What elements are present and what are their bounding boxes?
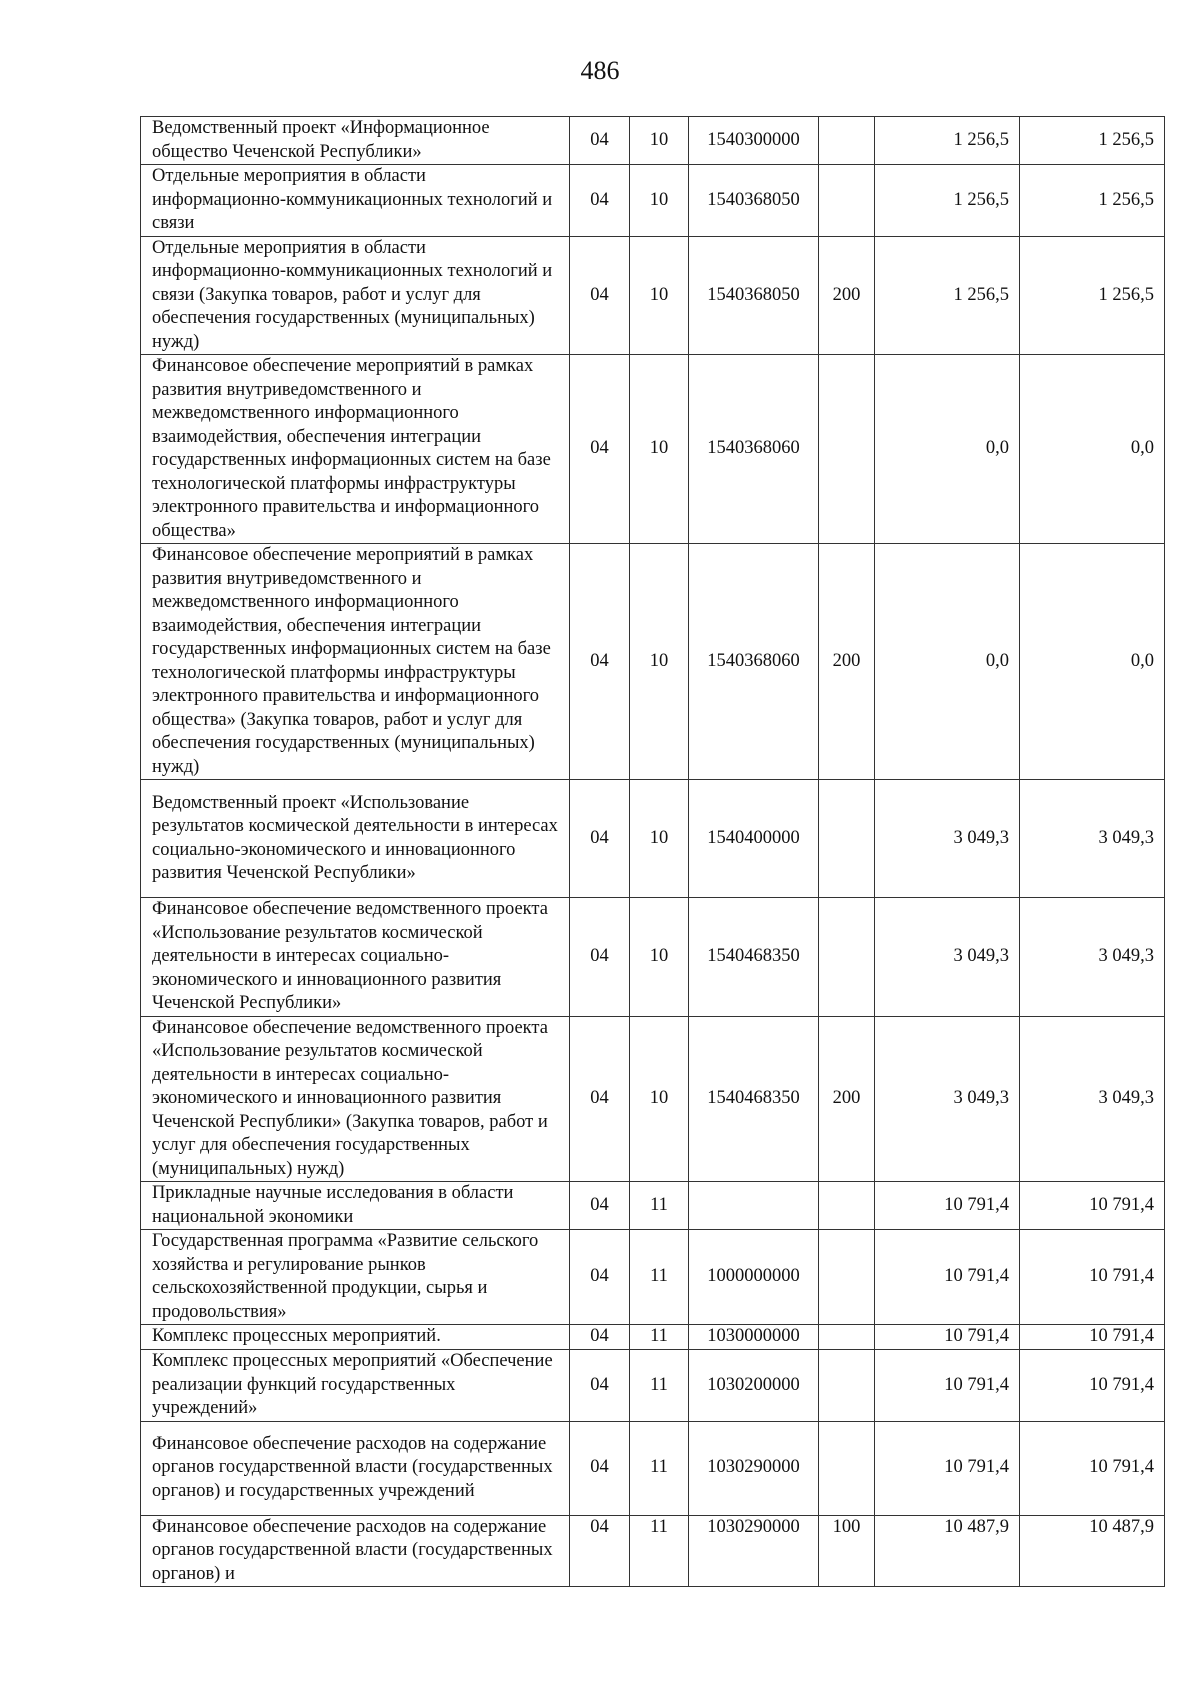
row-subsection-cell: 11: [630, 1421, 689, 1515]
row-amount-2-cell: 10 791,4: [1020, 1421, 1165, 1515]
row-amount-2-cell: 10 487,9: [1020, 1515, 1165, 1587]
table-row: [141, 165, 1165, 237]
row-section-cell: 04: [570, 1325, 630, 1350]
row-subsection-cell: 10: [630, 544, 689, 780]
row-amount-2-cell: 0,0: [1020, 544, 1165, 780]
table-row: [141, 1515, 1165, 1587]
row-amount-2-cell: 10 791,4: [1020, 1350, 1165, 1422]
row-amount-1-cell: 10 487,9: [875, 1515, 1020, 1587]
row-name-cell: Финансовое обеспечение расходов на содержание органов государственной власти (государственных органов) и государственных учреждений: [141, 1421, 570, 1515]
row-section-cell: 04: [570, 898, 630, 1017]
row-subsection-cell: 10: [630, 355, 689, 544]
row-target-article-cell: 1000000000: [689, 1230, 819, 1325]
row-name-cell: Государственная программа «Развитие сельского хозяйства и регулирование рынков сельскохозяйственной продукции, сырья и продовольствия»: [141, 1230, 570, 1325]
row-amount-2-cell: 10 791,4: [1020, 1325, 1165, 1350]
row-target-article-cell: 1540400000: [689, 780, 819, 898]
row-expense-type-cell: [819, 1182, 875, 1230]
row-subsection-cell: 10: [630, 1016, 689, 1182]
row-amount-2-cell: 3 049,3: [1020, 780, 1165, 898]
row-name-cell: Отдельные мероприятия в области информационно-коммуникационных технологий и связи (Закупка товаров, работ и услуг для обеспечения государственных (муниципальных) нужд): [141, 236, 570, 355]
row-expense-type-cell: 200: [819, 544, 875, 780]
table-row: [141, 898, 1165, 1017]
budget-table: [140, 116, 1165, 1587]
row-target-article-cell: 1540468350: [689, 1016, 819, 1182]
row-name-cell: Комплекс процессных мероприятий «Обеспечение реализации функций государственных учреждений»: [141, 1350, 570, 1422]
table-row: [141, 1325, 1165, 1350]
row-subsection-cell: 11: [630, 1515, 689, 1587]
row-amount-1-cell: 3 049,3: [875, 1016, 1020, 1182]
table-row: [141, 544, 1165, 780]
row-section-cell: 04: [570, 117, 630, 165]
row-expense-type-cell: [819, 165, 875, 237]
row-amount-1-cell: 1 256,5: [875, 236, 1020, 355]
row-subsection-cell: 10: [630, 236, 689, 355]
row-expense-type-cell: [819, 780, 875, 898]
budget-table-body: [141, 117, 1165, 1587]
row-expense-type-cell: 200: [819, 1016, 875, 1182]
row-subsection-cell: 11: [630, 1350, 689, 1422]
row-amount-2-cell: 1 256,5: [1020, 236, 1165, 355]
row-name-cell: Финансовое обеспечение мероприятий в рамках развития внутриведомственного и межведомственного информационного взаимодействия, обеспечения интеграции государственных информационных систем на базе технологической платформы инфраструктуры электронного правительства и информационного общества»: [141, 355, 570, 544]
row-section-cell: 04: [570, 780, 630, 898]
row-amount-1-cell: 0,0: [875, 544, 1020, 780]
row-section-cell: 04: [570, 165, 630, 237]
row-amount-2-cell: 3 049,3: [1020, 1016, 1165, 1182]
row-name-cell: Финансовое обеспечение ведомственного проекта «Использование результатов космической деятельности в интересах социально-экономического и инновационного развития Чеченской Республики» (Закупка товаров, работ и услуг для обеспечения государственных (муниципальных) нужд): [141, 1016, 570, 1182]
row-amount-1-cell: 3 049,3: [875, 898, 1020, 1017]
row-target-article-cell: 1030290000: [689, 1515, 819, 1587]
row-section-cell: 04: [570, 544, 630, 780]
row-name-cell: Комплекс процессных мероприятий.: [141, 1325, 570, 1350]
table-row: [141, 1350, 1165, 1422]
row-amount-1-cell: 10 791,4: [875, 1350, 1020, 1422]
row-subsection-cell: 11: [630, 1182, 689, 1230]
row-subsection-cell: 10: [630, 165, 689, 237]
row-subsection-cell: 10: [630, 780, 689, 898]
table-row: [141, 117, 1165, 165]
row-expense-type-cell: 200: [819, 236, 875, 355]
row-amount-1-cell: 10 791,4: [875, 1421, 1020, 1515]
table-row: [141, 1016, 1165, 1182]
row-subsection-cell: 11: [630, 1325, 689, 1350]
row-section-cell: 04: [570, 1182, 630, 1230]
row-amount-1-cell: 1 256,5: [875, 165, 1020, 237]
table-row: [141, 236, 1165, 355]
row-expense-type-cell: 100: [819, 1515, 875, 1587]
row-expense-type-cell: [819, 1230, 875, 1325]
row-target-article-cell: 1540368060: [689, 355, 819, 544]
row-amount-2-cell: 0,0: [1020, 355, 1165, 544]
row-expense-type-cell: [819, 355, 875, 544]
row-amount-2-cell: 1 256,5: [1020, 117, 1165, 165]
row-section-cell: 04: [570, 1230, 630, 1325]
row-expense-type-cell: [819, 1350, 875, 1422]
row-target-article-cell: 1030000000: [689, 1325, 819, 1350]
row-amount-1-cell: 10 791,4: [875, 1182, 1020, 1230]
row-amount-2-cell: 10 791,4: [1020, 1230, 1165, 1325]
row-name-cell: Финансовое обеспечение ведомственного проекта «Использование результатов космической деятельности в интересах социально-экономического и инновационного развития Чеченской Республики»: [141, 898, 570, 1017]
row-name-cell: Отдельные мероприятия в области информационно-коммуникационных технологий и связи: [141, 165, 570, 237]
row-amount-1-cell: 10 791,4: [875, 1325, 1020, 1350]
row-section-cell: 04: [570, 236, 630, 355]
table-row: [141, 780, 1165, 898]
row-amount-1-cell: 0,0: [875, 355, 1020, 544]
row-target-article-cell: 1030200000: [689, 1350, 819, 1422]
row-section-cell: 04: [570, 1350, 630, 1422]
row-section-cell: 04: [570, 1016, 630, 1182]
page-number: 486: [580, 56, 620, 85]
row-name-cell: Ведомственный проект «Использование результатов космической деятельности в интересах социально-экономического и инновационного развития Чеченской Республики»: [141, 780, 570, 898]
row-expense-type-cell: [819, 1421, 875, 1515]
table-row: [141, 1182, 1165, 1230]
row-amount-2-cell: 1 256,5: [1020, 165, 1165, 237]
row-name-cell: Ведомственный проект «Информационное общество Чеченской Республики»: [141, 117, 570, 165]
row-expense-type-cell: [819, 898, 875, 1017]
row-section-cell: 04: [570, 355, 630, 544]
row-target-article-cell: 1540368050: [689, 165, 819, 237]
row-expense-type-cell: [819, 1325, 875, 1350]
row-amount-1-cell: 10 791,4: [875, 1230, 1020, 1325]
row-target-article-cell: [689, 1182, 819, 1230]
row-target-article-cell: 1030290000: [689, 1421, 819, 1515]
row-name-cell: Финансовое обеспечение расходов на содержание органов государственной власти (государственных органов) и: [141, 1515, 570, 1587]
row-subsection-cell: 10: [630, 117, 689, 165]
row-subsection-cell: 10: [630, 898, 689, 1017]
row-amount-2-cell: 10 791,4: [1020, 1182, 1165, 1230]
row-section-cell: 04: [570, 1421, 630, 1515]
row-subsection-cell: 11: [630, 1230, 689, 1325]
row-target-article-cell: 1540368050: [689, 236, 819, 355]
table-row: [141, 1421, 1165, 1515]
row-target-article-cell: 1540300000: [689, 117, 819, 165]
row-section-cell: 04: [570, 1515, 630, 1587]
row-amount-2-cell: 3 049,3: [1020, 898, 1165, 1017]
row-amount-1-cell: 1 256,5: [875, 117, 1020, 165]
row-amount-1-cell: 3 049,3: [875, 780, 1020, 898]
row-name-cell: Финансовое обеспечение мероприятий в рамках развития внутриведомственного и межведомственного информационного взаимодействия, обеспечения интеграции государственных информационных систем на базе технологической платформы инфраструктуры электронного правительства и информационного общества» (Закупка товаров, работ и услуг для обеспечения государственных (муниципальных) нужд): [141, 544, 570, 780]
table-row: [141, 355, 1165, 544]
row-target-article-cell: 1540368060: [689, 544, 819, 780]
row-expense-type-cell: [819, 117, 875, 165]
row-name-cell: Прикладные научные исследования в области национальной экономики: [141, 1182, 570, 1230]
table-row: [141, 1230, 1165, 1325]
row-target-article-cell: 1540468350: [689, 898, 819, 1017]
